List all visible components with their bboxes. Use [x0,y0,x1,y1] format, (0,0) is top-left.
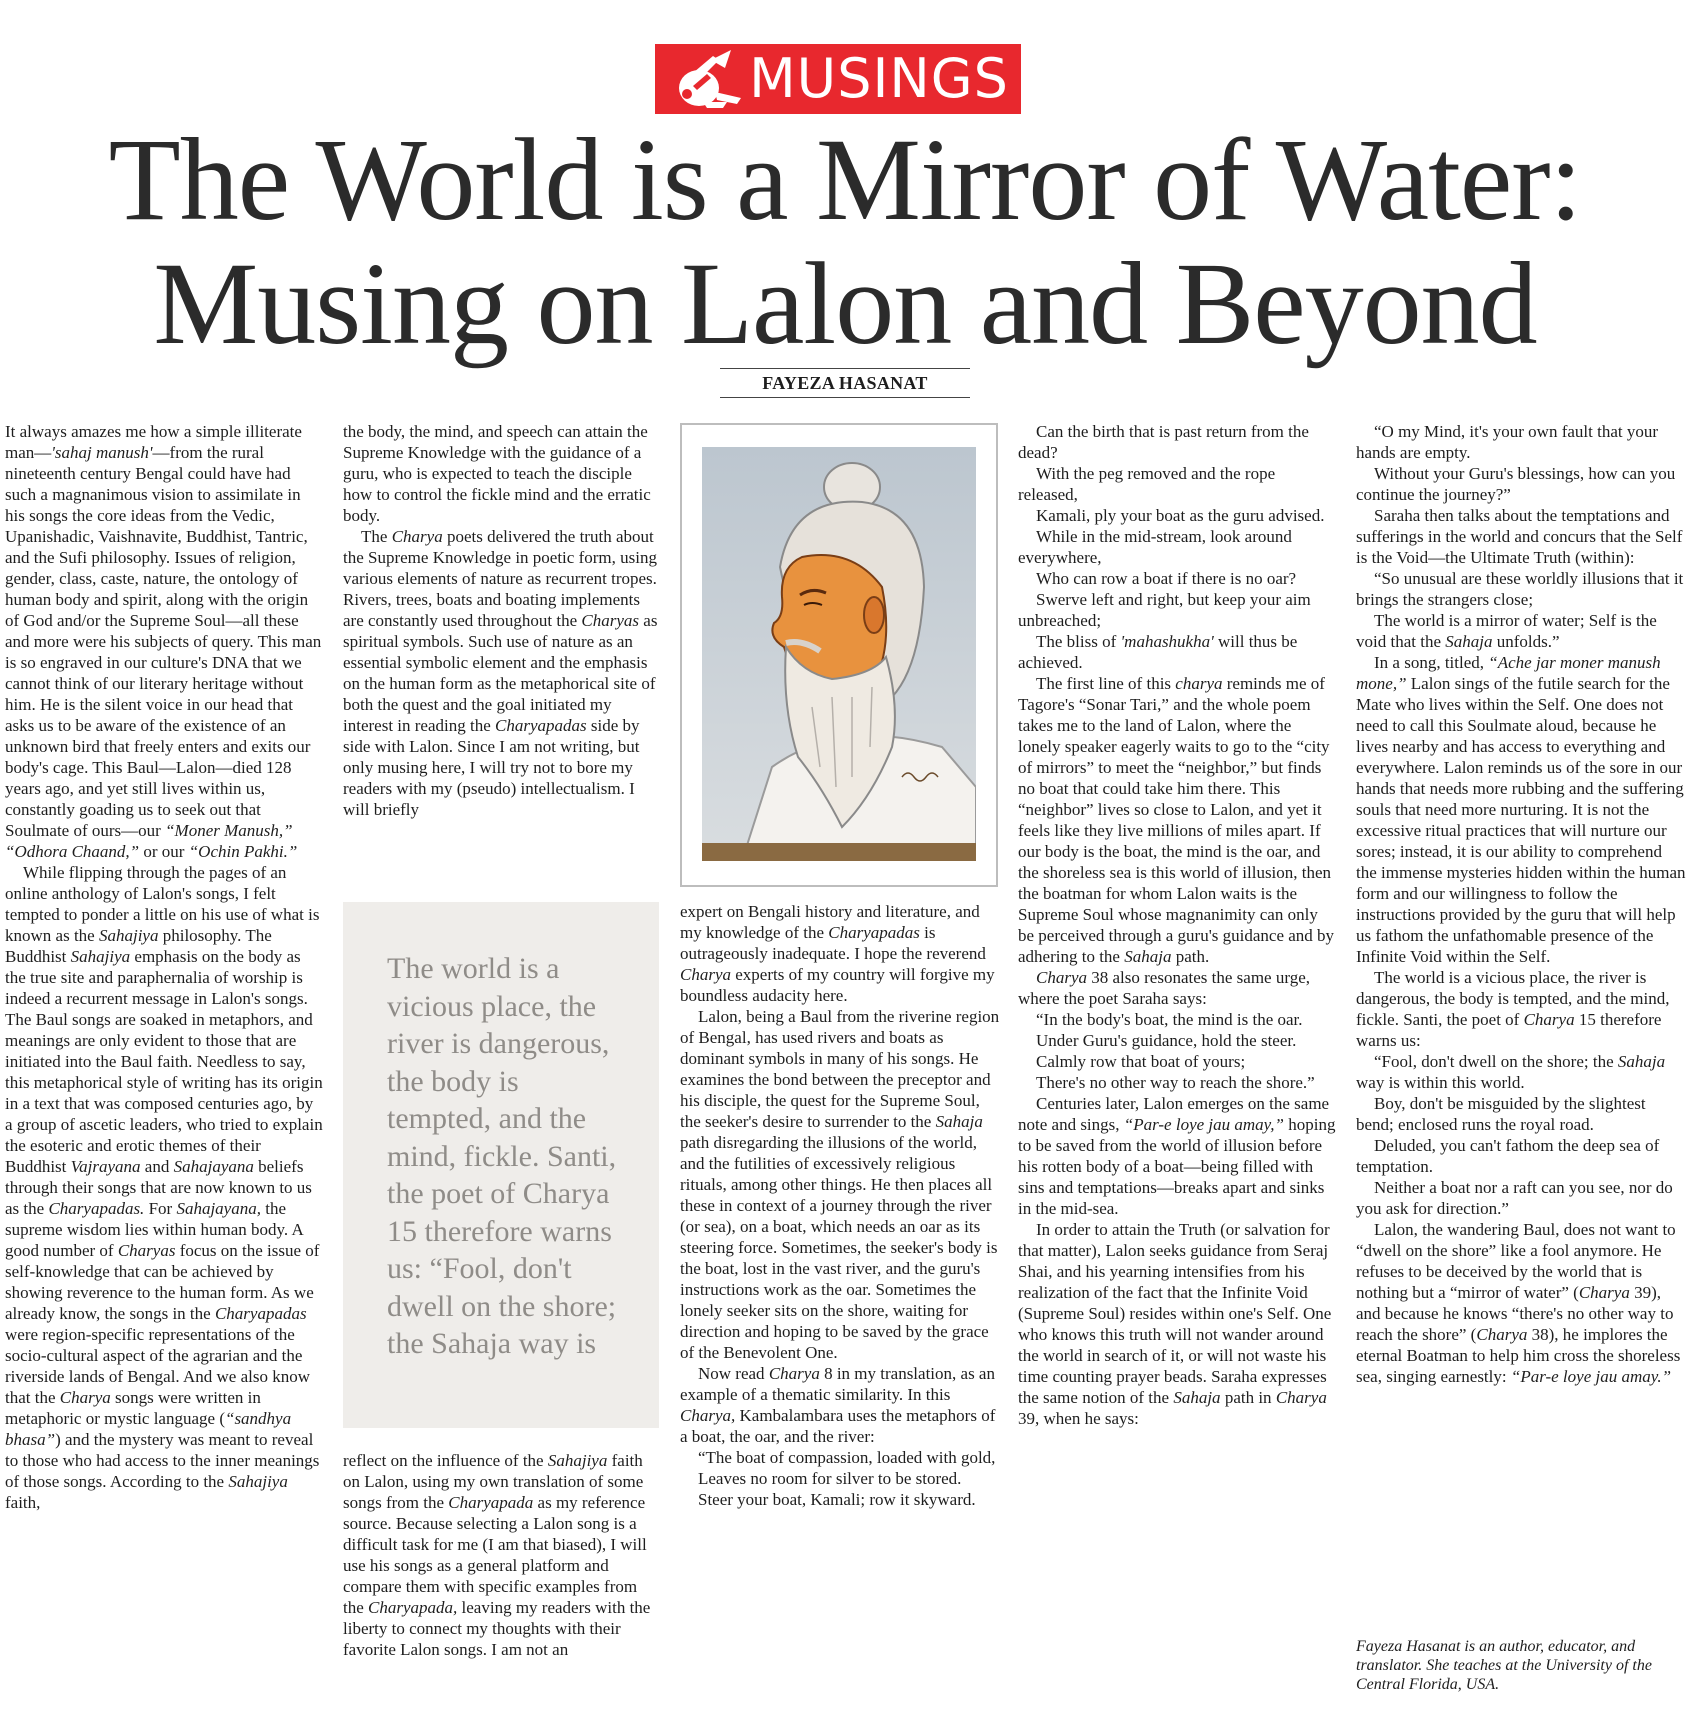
paragraph: It always amazes me how a simple illiterate man—'sahaj manush'—from the rural nineteenth century Bengal could have had such a magnanimous vision to assimilate in his songs the core ideas from the Vedic, Upanishadic, Vaishnavite, Buddhist, Tantric, and the Sufi philosophy. Issues of religion, gender, class, caste, nature, the ontology of human body and spirit, along with the origin of God and/or the Supreme Soul—all these and more were his subjects of query. This man is so engraved in our culture's DNA that we cannot think of our literary heritage without him. He is the silent voice in our head that asks us to be aware of the existence of an unknown bird that freely enters and exits our body's cage. This Baul—Lalon—died 128 years ago, and yet still lives within us, constantly goading us to seek out that Soulmate of ours—our “Moner Manush,” “Odhora Chaand,” or our “Ochin Pakhi.” [5,422,322,861]
section-banner [655,44,1021,114]
verse-line: While in the mid-stream, look around everywhere, [1018,527,1292,567]
verse-line: There's no other way to reach the shore.” [1036,1073,1315,1092]
headline-line-2: Musing on Lalon and Beyond [153,238,1537,369]
headline [0,114,1690,369]
lalon-portrait [680,423,998,887]
paragraph: The world is a vicious place, the river is dangerous, the body is tempted, and the mind, fickle. Santi, the poet of Charya 15 therefore warns us: [1356,968,1670,1050]
headline-line-1: The World is a Mirror of Water: [108,114,1582,245]
verse-line: Swerve left and right, but keep your aim unbreached; [1018,590,1311,630]
article-column-2-bottom [343,1450,661,1660]
paragraph: While flipping through the pages of an online anthology of Lalon's songs, I felt tempted to ponder a little on his use of what is known as the Sahajiya philosophy. The Buddhist Sahajiya emphasis on the body as the true site and paraphernalia of worship is indeed a recurrent message in Lalon's songs. The Baul songs are soaked in metaphors, and meanings are only evident to those that are initiated into the Baul faith. Needless to say, this metaphorical style of writing has its origin in a text that was composed centuries ago, by a group of ascetic leaders, who tried to explain the esoteric and erotic themes of their Buddhist Vajrayana and Sahajayana beliefs through their songs that are now known to us as the Charyapadas. For Sahajayana, the supreme wisdom lies within human body. A good number of Charyas focus on the issue of self-knowledge that can be achieved by showing reverence to the human form. As we already know, the songs in the Charyapadas were region-specific representations of the socio-cultural aspect of the agrarian and the riverside lands of Bengal. And we also know that the Charya songs were written in metaphoric or mystic language (“sandhya bhasa”) and the mystery was meant to reveal to those who had access to the inner meanings of those songs. According to the Sahajiya faith, [5,863,323,1512]
paragraph: Saraha then talks about the temptations and sufferings in the world and concurs that the Self is the Void—the Ultimate Truth (within): [1356,506,1683,567]
article-column-5 [1356,421,1686,1387]
verse-line: The bliss of 'mahashukha' will thus be achieved. [1018,632,1298,672]
verse-line: Neither a boat nor a raft can you see, nor do you ask for direction.” [1356,1178,1673,1218]
verse-line: The world is a mirror of water; Self is the void that the Sahaja unfolds.” [1356,611,1657,651]
verse-line: Calmly row that boat of yours; [1036,1052,1246,1071]
paragraph: the body, the mind, and speech can attain the Supreme Knowledge with the guidance of a guru, who is expected to teach the disciple how to control the fickle mind and the erratic body. [343,422,651,525]
article-column-1 [5,421,323,1513]
pull-quote [343,902,659,1428]
byline: FAYEZA HASANAT [720,368,970,398]
verse-line: Steer your boat, Kamali; row it skyward. [698,1490,976,1509]
paragraph: In a song, titled, “Ache jar moner manush mone,” Lalon sings of the futile search for the Mate who lives within the Self. One does not need to call this Soulmate aloud, because he lives nearby and has access to everything and everywhere. Lalon reminds us of the sore in our hands that needs more rubbing and the suffering souls that need more nurturing. It is not the excessive ritual practices that will nurture our sores; instead, it is our ability to comprehend the immense mysteries hidden within the human form and our willingness to follow the instructions provided by the guru that will help us fathom the unfathomable presence of the Infinite Void within the Self. [1356,653,1686,966]
verse-line: Can the birth that is past return from the dead? [1018,422,1309,462]
paragraph: Charya 38 also resonates the same urge, where the poet Saraha says: [1018,968,1310,1008]
article-column-4 [1018,421,1338,1429]
verse-line: With the peg removed and the rope released, [1018,464,1276,504]
verse-line: Deluded, you can't fathom the deep sea of temptation. [1356,1136,1660,1176]
pull-quote-text: The world is a vicious place, the river is dangerous, the body is tempted, and the mind, fickle. Santi, the poet of Charya 15 therefore warns us: “Fool, don't dwell on the shore; the Sahaja way is [387,952,617,1360]
verse-line: Leaves no room for silver to be stored. [698,1469,962,1488]
author-note: Fayeza Hasanat is an author, educator, and translator. She teaches at the University of the Central Florida, USA. [1356,1638,1652,1693]
paragraph: Centuries later, Lalon emerges on the same note and sings, “Par-e loye jau amay,” hoping to be saved from the world of illusion before his rotten body of a boat—being filled with sins and temptations—breaks apart and sinks in the mid-sea. [1018,1094,1336,1218]
section-label: MUSINGS [749,47,1009,110]
verse-line: “Fool, don't dwell on the shore; the Sahaja way is within this world. [1356,1052,1666,1092]
verse-line: “The boat of compassion, loaded with gold, [698,1448,996,1467]
article-column-2-top [343,421,661,820]
paragraph: Lalon, being a Baul from the riverine region of Bengal, has used rivers and boats as dominant symbols in many of his songs. He examines the bond between the preceptor and his disciple, the quest for the Supreme Soul, the seeker's desire to surrender to the Sahaja path disregarding the illusions of the world, and the futilities of excessively religious rituals, among other things. He then places all these in context of a journey through the river (or sea), on a boat, which needs an oar as its steering force. Sometimes, the seeker's body is the boat, lost in the vast river, and the guru's instructions work as the oar. Sometimes the lonely seeker sits on the shore, waiting for direction and hoping to be saved by the grace of the Benevolent One. [680,1007,1000,1362]
paragraph: The first line of this charya reminds me of Tagore's “Sonar Tari,” and the whole poem takes me to the land of Lalon, where the lonely speaker eagerly waits to go to the “city of mirrors” to meet the “neighbor,” but finds no boat that could take him there. This “neighbor” lives so close to Lalon, and yet it feels like they live millions of miles apart. If our body is the boat, the mind is the oar, and the shoreless sea is this world of illusion, then the boatman for whom Lalon waits is the Supreme Soul whose magnanimity can only be perceived through a guru's guidance and by adhering to the Sahaja path. [1018,674,1335,966]
verse-line: Boy, don't be misguided by the slightest bend; enclosed runs the royal road. [1356,1094,1646,1134]
verse-line: Without your Guru's blessings, how can you continue the journey?” [1356,464,1676,504]
verse-line: “O my Mind, it's your own fault that your hands are empty. [1356,422,1659,462]
article-column-3 [680,901,1000,1510]
verse-line: “So unusual are these worldly illusions that it brings the strangers close; [1356,569,1684,609]
verse-line: Kamali, ply your boat as the guru advised. [1036,506,1325,525]
verse-line: Under Guru's guidance, hold the steer. [1036,1031,1297,1050]
paragraph: expert on Bengali history and literature, and my knowledge of the Charyapadas is outrageously inadequate. I hope the reverend Charya experts of my country will forgive my boundless audacity here. [680,902,995,1005]
verse-line: “In the body's boat, the mind is the oar. [1036,1010,1303,1029]
quill-hand-logo-icon [667,48,745,110]
paragraph: The Charya poets delivered the truth about the Supreme Knowledge in poetic form, using various elements of nature as recurrent tropes. Rivers, trees, boats and boating implements are constantly used throughout the Charyas as spiritual symbols. Such use of nature as an essential symbolic element and the emphasis on the human form as the metaphorical site of both the quest and the goal initiated my interest in reading the Charyapadas side by side with Lalon. Since I am not writing, but only musing here, I will try not to bore my readers with my (pseudo) intellectualism. I will briefly [343,527,658,819]
paragraph: reflect on the influence of the Sahajiya faith on Lalon, using my own translation of some songs from the Charyapada as my reference source. Because selecting a Lalon song is a difficult task for me (I am that biased), I will use his songs as a general platform and compare them with specific examples from the Charyapada, leaving my readers with the liberty to connect my thoughts with their favorite Lalon songs. I am not an [343,1451,651,1659]
paragraph: In order to attain the Truth (or salvation for that matter), Lalon seeks guidance from Seraj Shai, and his yearning intensifies from his realization of the fact that the Infinite Void (Supreme Soul) resides within one's Self. One who knows this truth will not wander around the world in search of it, or will not waste his time counting prayer beads. Saraha expresses the same notion of the Sahaja path in Charya 39, when he says: [1018,1220,1332,1428]
verse-line: Who can row a boat if there is no oar? [1036,569,1297,588]
paragraph: Now read Charya 8 in my translation, as an example of a thematic similarity. In this Charya, Kambalambara uses the metaphors of a boat, the oar, and the river: [680,1364,996,1446]
paragraph: Lalon, the wandering Baul, does not want to “dwell on the shore” like a fool anymore. He refuses to be deceived by the world that is nothing but a “mirror of water” (Charya 39), and because he knows “there's no other way to reach the shore” (Charya 38), he implores the eternal Boatman to help him cross the shoreless sea, singing earnestly: “Par-e loye jau amay.” [1356,1220,1681,1386]
portrait-painting [702,447,976,861]
